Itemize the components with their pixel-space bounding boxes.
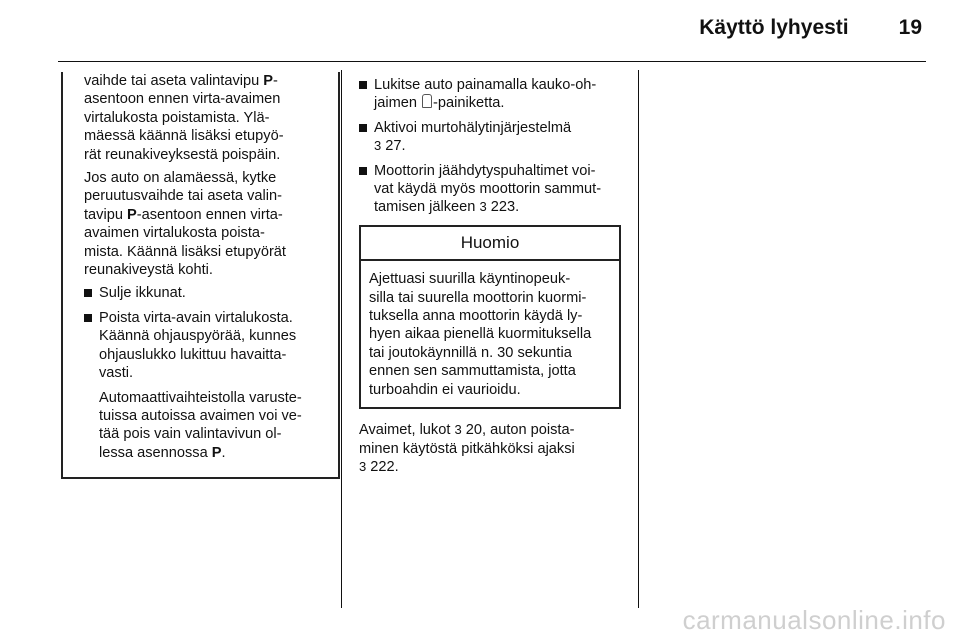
paragraph: Automaattivaihteistolla varuste- tuissa autoissa avaimen voi ve- tää pois vain valintavivun ol- lessa asennossa P. xyxy=(99,389,302,461)
list-item: Poista virta-avain virtalukosta. Käännä ohjauspyörää, kunnes ohjauslukko lukittuu havaitta- vasti. xyxy=(84,309,330,383)
reference-arrow-icon: 3 xyxy=(479,199,487,215)
note-title: Huomio xyxy=(361,227,619,261)
reference-arrow-icon: 3 xyxy=(454,422,462,438)
bullet-square-icon xyxy=(359,81,367,89)
page-number: 19 xyxy=(898,16,922,39)
bullet-square-icon xyxy=(359,167,367,175)
list-item: Aktivoi murtohälytinjärjestelmä 3 27. xyxy=(359,119,621,156)
warning-continuation-box xyxy=(61,72,340,479)
bullet-square-icon xyxy=(359,124,367,132)
column-divider-1 xyxy=(341,70,342,608)
bullet-square-icon xyxy=(84,314,92,322)
paragraph: Avaimet, lukot 3 20, auton poista- minen käytöstä pitkähköksi ajaksi 3 222. xyxy=(359,422,575,475)
note-body: Ajettuasi suurilla käyntinopeuk- silla tai suurella moottorin kuormi- tuksella anna moottorin käydä ly- hyen aikaa pienellä kuormituksella tai joutokäynnillä n. 30 sekuntia ennen sen sammuttamista, jotta turboahdin ei vaurioidu. xyxy=(369,271,592,398)
column-divider-2 xyxy=(638,70,639,608)
column-2 xyxy=(359,76,621,481)
header-rule xyxy=(58,61,926,62)
bullet-square-icon xyxy=(84,289,92,297)
list-item: Lukitse auto painamalla kauko-oh- jaimen -painiketta. xyxy=(359,76,621,113)
paragraph: Jos auto on alamäessä, kytke peruutusvaihde tai aseta valin- tavipu P-asentoon ennen virta- avaimen virtalukosta poista- mista. Käännä lisäksi etupyörät reunakiveystä kohti. xyxy=(84,170,286,279)
reference-arrow-icon: 3 xyxy=(359,458,367,474)
note-box xyxy=(359,225,621,409)
page-header xyxy=(699,16,922,40)
watermark: carmanualsonline.info xyxy=(682,605,946,635)
reference-arrow-icon: 3 xyxy=(374,138,382,154)
paragraph: vaihde tai aseta valintavipu P- asentoon ennen virta-avaimen virtalukosta poistamista. Ylä- mäessä käännä lisäksi etupyö- rät reunakiveyksestä poispäin. xyxy=(84,73,284,163)
lock-key-icon xyxy=(422,94,432,108)
page-title: Käyttö lyhyesti xyxy=(699,16,849,39)
list-item: Sulje ikkunat. xyxy=(84,284,330,302)
list-item: Moottorin jäähdytyspuhaltimet voi- vat käydä myös moottorin sammut- tamisen jälkeen 3 223. xyxy=(359,162,621,217)
